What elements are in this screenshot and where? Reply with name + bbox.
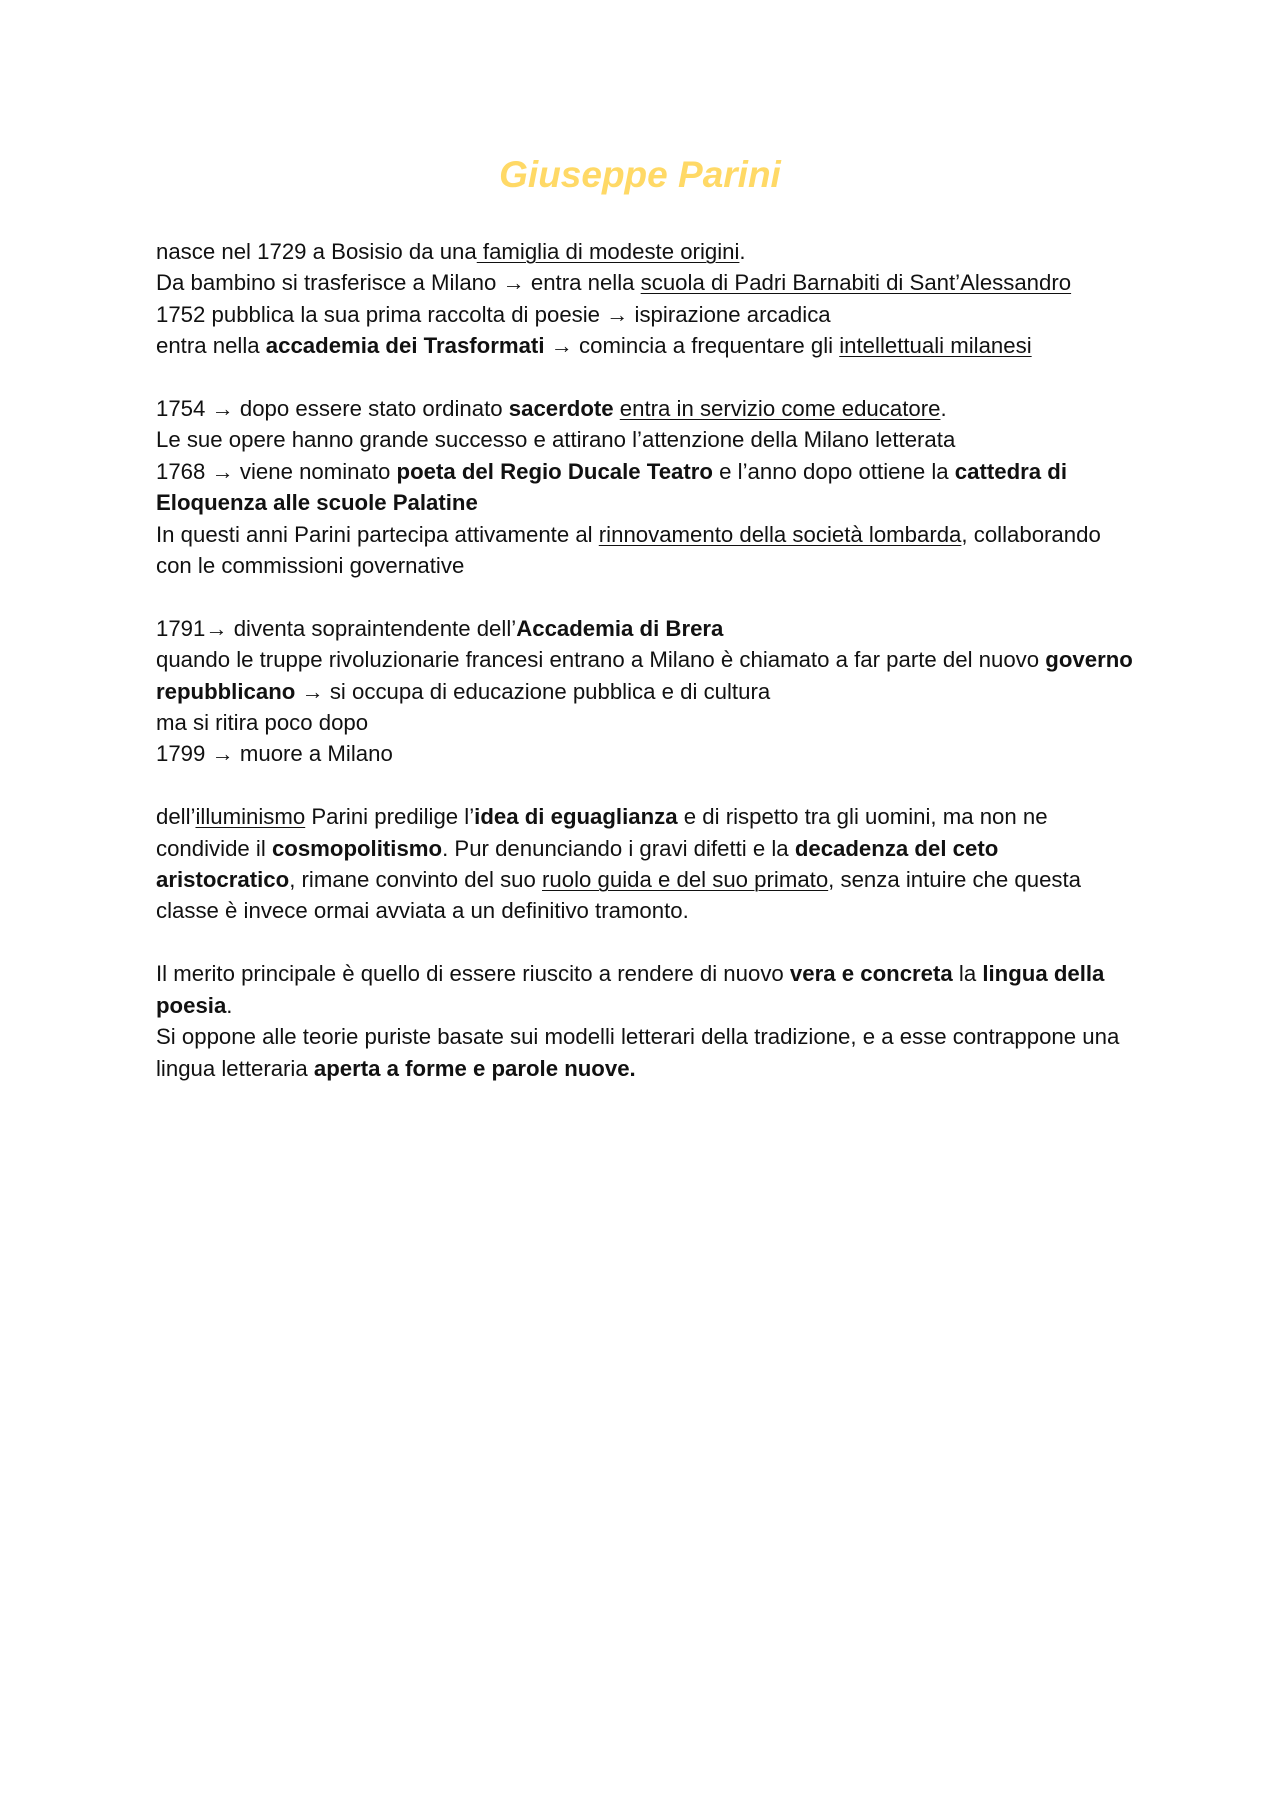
underlined-text: entra in servizio come educatore (619, 396, 941, 422)
text-line (156, 267, 1136, 298)
text-line (156, 299, 1136, 330)
text-run: 1752 pubblica la sua prima raccolta di poesie → ispirazione arcadica (156, 301, 831, 327)
text-run: entra nella (156, 333, 266, 359)
paragraph-gap (156, 927, 1136, 958)
text-run: e di rispetto tra gli uomini, ma non ne condivide il (156, 804, 1048, 861)
text-run: → comincia a frequentare gli (544, 333, 840, 359)
text-line (156, 958, 1136, 1021)
text-run: . (940, 396, 947, 422)
text-run: 1768 → viene nominato (156, 458, 397, 484)
text-run: e l’anno dopo ottiene la (712, 458, 955, 484)
bold-text: Accademia di Brera (516, 615, 724, 641)
underlined-text: ruolo guida e del suo primato (542, 867, 829, 893)
text-line (156, 644, 1136, 707)
text-line (156, 801, 1136, 927)
text-run: → si occupa di educazione pubblica e di cultura (295, 678, 771, 704)
text-run: , rimane convinto del suo (289, 867, 543, 893)
text-run: Da bambino si trasferisce a Milano → entra nella (156, 270, 641, 296)
text-run: . (739, 239, 746, 264)
document-body (156, 236, 1136, 1084)
text-run: 1791→ diventa sopraintendente dell’ (156, 615, 517, 641)
text-line (156, 707, 1136, 738)
bold-text: governo repubblicano (156, 647, 1133, 704)
underlined-text: intellettuali milanesi (839, 333, 1032, 359)
text-run: 1754 → dopo essere stato ordinato (156, 396, 509, 422)
bold-text: vera e concreta (789, 961, 953, 987)
underlined-text: illuminismo (195, 804, 306, 830)
page-title: Giuseppe Parini (499, 154, 781, 195)
text-run: . (226, 992, 233, 1018)
bold-text: idea di eguaglianza (474, 804, 678, 830)
text-line (156, 738, 1136, 769)
text-run: Il merito principale è quello di essere riuscito a rendere di nuovo (156, 961, 790, 987)
text-run: , collaborando con le commissioni governative (156, 521, 1101, 579)
text-line (156, 236, 1136, 267)
text-line (156, 1021, 1136, 1084)
bold-text: lingua della poesia (156, 961, 1105, 1018)
bold-text: cosmopolitismo (271, 835, 443, 861)
paragraph-gap (156, 581, 1136, 612)
text-run: In questi anni Parini partecipa attivamente al (156, 521, 599, 547)
text-line (156, 519, 1136, 582)
underlined-text: famiglia di modeste origini (476, 239, 740, 264)
paragraph-gap (156, 362, 1136, 393)
text-line (156, 393, 1136, 424)
text-run: Si oppone alle teorie puriste basate sui modelli letterari della tradizione, e a esse contrappone una lingua letteraria (156, 1024, 1120, 1081)
bold-text: cattedra di Eloquenza alle scuole Palatine (156, 458, 1067, 516)
text-run: Parini predilige l’ (305, 804, 475, 830)
text-line (156, 424, 1136, 455)
text-run: . Pur denunciando i gravi difetti e la (442, 835, 795, 861)
bold-text: accademia dei Trasformati (265, 333, 545, 359)
bold-text: aperta a forme e parole nuove. (313, 1055, 636, 1081)
bold-text: poeta del Regio Ducale Teatro (396, 458, 713, 484)
text-run: , senza intuire che questa classe è invece ormai avviata a un definitivo tramonto. (156, 867, 1082, 924)
text-run: quando le truppe rivoluzionarie francesi entrano a Milano è chiamato a far parte del nuovo (156, 647, 1046, 673)
text-run: ma si ritira poco dopo (156, 710, 369, 736)
text-line (156, 330, 1136, 361)
text-line (156, 456, 1136, 519)
text-line (156, 613, 1136, 644)
text-run: dell’ (156, 804, 196, 830)
text-run: 1799 → muore a Milano (156, 741, 393, 767)
underlined-text: rinnovamento della società lombarda (598, 521, 962, 547)
paragraph-gap (156, 770, 1136, 801)
text-run: la (952, 961, 983, 987)
bold-text: sacerdote (508, 396, 614, 422)
underlined-text: scuola di Padri Barnabiti di Sant’Alessandro (640, 270, 1072, 296)
text-run: nasce nel 1729 a Bosisio da una (156, 239, 477, 264)
text-run: Le sue opere hanno grande successo e attirano l’attenzione della Milano letterata (156, 427, 956, 453)
bold-text: decadenza del ceto aristocratico (156, 835, 999, 893)
